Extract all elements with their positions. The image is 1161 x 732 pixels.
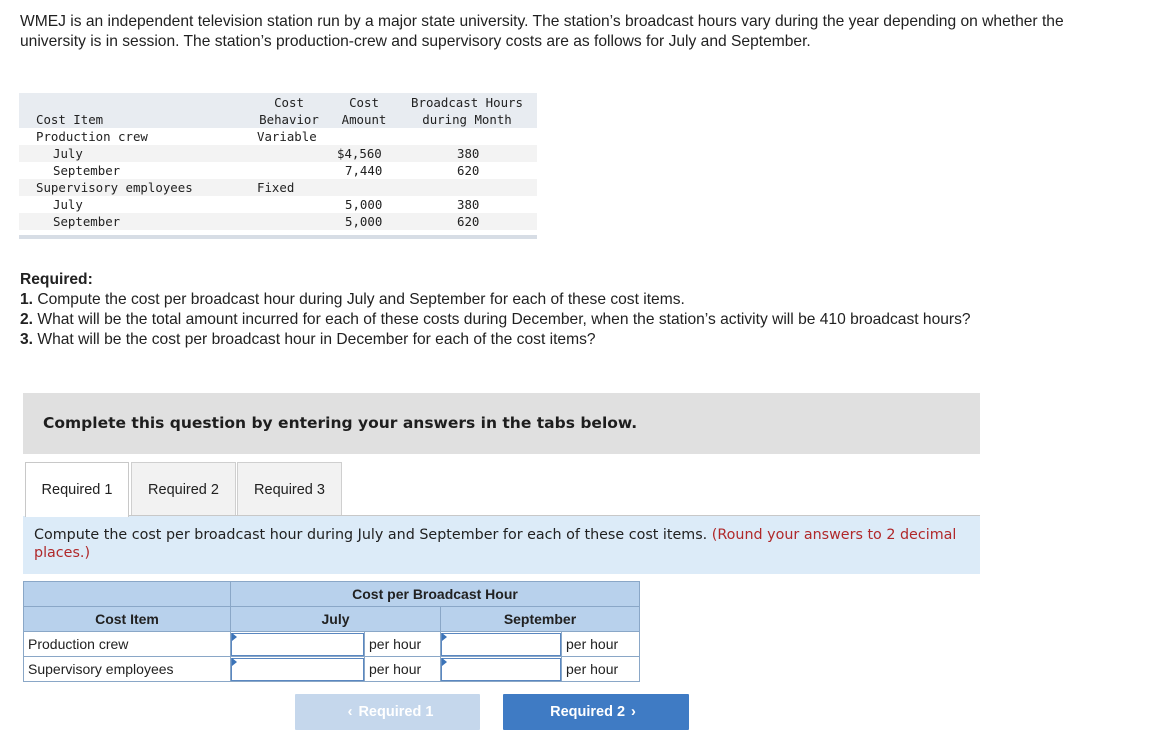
required-num-2: 2. (20, 311, 34, 328)
row-hours: 620 (457, 214, 480, 229)
row-amount: 5,000 (345, 214, 383, 229)
required-num-1: 1. (20, 291, 34, 308)
table-row (24, 632, 640, 657)
answer-row-label: Supervisory employees (24, 657, 231, 682)
row-hours: 380 (457, 146, 480, 161)
next-required-button[interactable] (503, 694, 689, 730)
unit-label: per hour (562, 657, 640, 682)
answer-col-september: September (441, 607, 640, 632)
row-behavior: Variable (257, 129, 317, 144)
unit-label: per hour (562, 632, 640, 657)
row-behavior: Fixed (257, 180, 295, 195)
tab-required-3[interactable]: Required 3 (237, 462, 342, 516)
answer-cell (231, 657, 365, 682)
prev-required-button[interactable] (295, 694, 480, 730)
answer-row-label: Production crew (24, 632, 231, 657)
answer-cell (231, 632, 365, 657)
tab-required-1[interactable]: Required 1 (25, 462, 129, 517)
next-button-label: Required 2 (550, 704, 626, 720)
problem-intro: WMEJ is an independent television station run by a major state university. The station’s broadcast hours vary during the year depending on whether the university is in session. The station’s production-crew and supervisory costs are as follows for July and September. (20, 13, 1064, 50)
input-marker-icon (232, 658, 237, 666)
row-amount: $4,560 (337, 146, 382, 161)
row-item: July (53, 146, 83, 161)
row-item: September (53, 163, 121, 178)
answer-cell (441, 632, 562, 657)
header-amount-line1: Cost (349, 95, 379, 110)
input-marker-icon (442, 633, 447, 641)
table-row (19, 213, 537, 230)
row-amount: 5,000 (345, 197, 383, 212)
tab-instruction (23, 516, 980, 574)
tab-required-2[interactable]: Required 2 (131, 462, 236, 516)
unit-label: per hour (365, 632, 441, 657)
table-row (19, 162, 537, 179)
instruction-text: Compute the cost per broadcast hour during July and September for each of these cost items. (34, 527, 708, 543)
header-hours-line2: during Month (422, 112, 512, 127)
supervisory-september-input[interactable] (441, 658, 561, 681)
required-text-3: What will be the cost per broadcast hour in December for each of the cost items? (37, 331, 596, 348)
prev-button-label: Required 1 (358, 704, 434, 720)
row-hours: 620 (457, 163, 480, 178)
header-hours-line1: Broadcast Hours (411, 95, 523, 110)
table-bottom-rule (19, 230, 537, 239)
table-row (19, 179, 537, 196)
answer-group-header: Cost per Broadcast Hour (231, 582, 640, 607)
cost-data-table (19, 93, 537, 239)
instructions-banner: Complete this question by entering your answers in the tabs below. (23, 393, 980, 454)
unit-label: per hour (365, 657, 441, 682)
row-item: July (53, 197, 83, 212)
row-item: September (53, 214, 121, 229)
input-marker-icon (442, 658, 447, 666)
answer-table (23, 581, 640, 682)
answer-cell (441, 657, 562, 682)
row-item: Supervisory employees (36, 180, 193, 195)
row-hours: 380 (457, 197, 480, 212)
table-row (19, 128, 537, 145)
cost-data-table-header (19, 93, 537, 128)
header-amount-line2: Amount (341, 112, 387, 127)
chevron-left-icon: ‹ (347, 704, 353, 720)
header-behavior-line2: Behavior (259, 112, 319, 127)
required-heading: Required: (20, 271, 93, 288)
row-item: Production crew (36, 129, 148, 144)
table-row (24, 657, 640, 682)
production-crew-september-input[interactable] (441, 633, 561, 656)
answer-col-july: July (231, 607, 441, 632)
answer-col-item: Cost Item (24, 607, 231, 632)
header-behavior-line1: Cost (274, 95, 304, 110)
required-section (20, 270, 1100, 350)
required-num-3: 3. (20, 331, 34, 348)
answer-header-blank (24, 582, 231, 607)
production-crew-july-input[interactable] (231, 633, 364, 656)
supervisory-july-input[interactable] (231, 658, 364, 681)
header-cost-item: Cost Item (36, 112, 104, 127)
chevron-right-icon: › (631, 704, 636, 720)
rounding-note: (Round your answers to 2 decimal places.) (34, 527, 957, 561)
required-text-2: What will be the total amount incurred for each of these costs during December, when the station’s activity will be 410 broadcast hours? (37, 311, 971, 328)
row-amount: 7,440 (345, 163, 383, 178)
required-text-1: Compute the cost per broadcast hour during July and September for each of these cost items. (37, 291, 685, 308)
input-marker-icon (232, 633, 237, 641)
table-row (19, 196, 537, 213)
table-row (19, 145, 537, 162)
